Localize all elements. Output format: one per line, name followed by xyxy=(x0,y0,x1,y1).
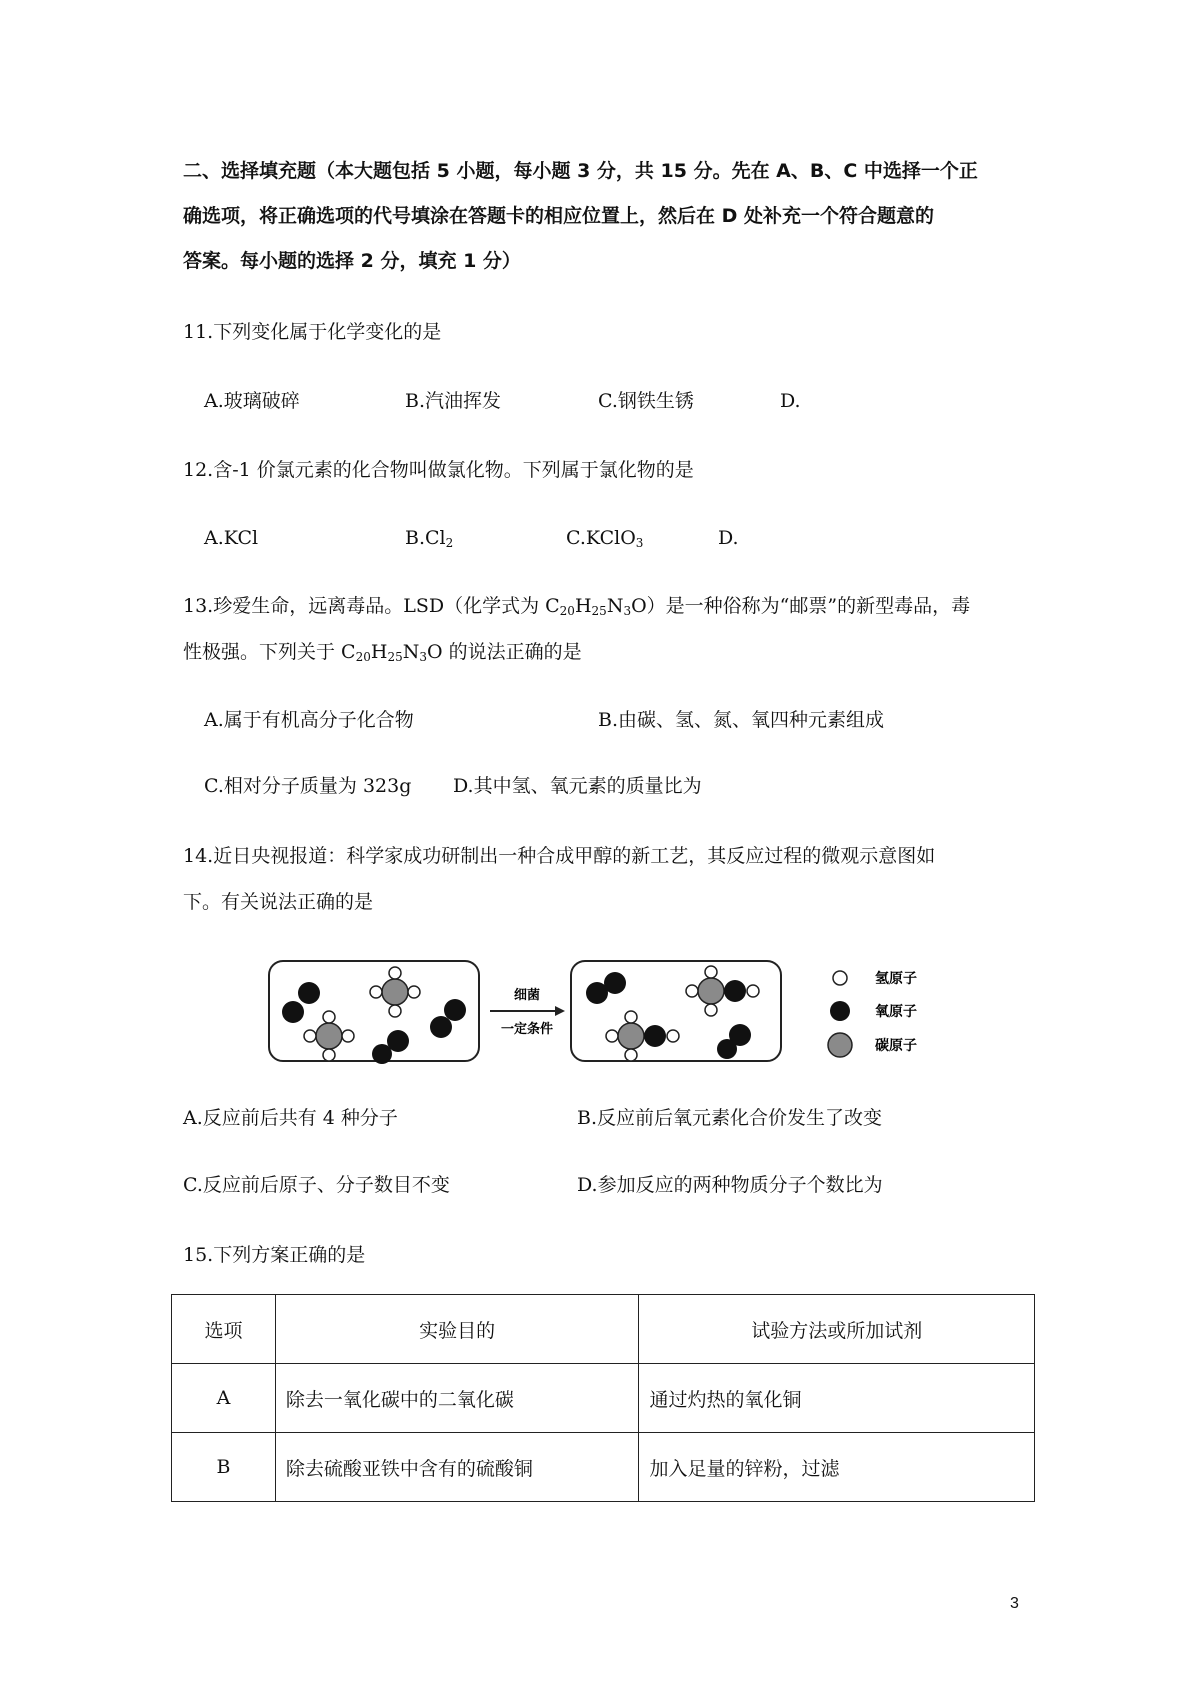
hydrogen-atom xyxy=(323,1011,335,1023)
table-header-purpose: 实验目的 xyxy=(275,1295,639,1364)
arrow-condition-top: 细菌 xyxy=(513,988,541,1003)
table-row xyxy=(172,1433,1035,1502)
legend-hydrogen-label: 氢原子 xyxy=(875,971,917,987)
q11-option-d: D. xyxy=(780,390,801,412)
q14-option-d: D.参加反应的两种物质分子个数比为 xyxy=(577,1174,883,1196)
hydrogen-atom xyxy=(304,1030,316,1042)
question-11-stem: 11.下列变化属于化学变化的是 xyxy=(183,321,442,343)
legend-oxygen-icon xyxy=(830,1001,850,1021)
carbon-atom xyxy=(316,1023,342,1049)
hydrogen-atom xyxy=(705,1004,717,1016)
section-heading-line-2: 确选项，将正确选项的代号填涂在答题卡的相应位置上，然后在 D 处补充一个符合题意的 xyxy=(183,205,935,227)
carbon-atom xyxy=(618,1023,644,1049)
reaction-micro-diagram xyxy=(265,955,950,1070)
q12-option-d: D. xyxy=(718,527,739,549)
table-cell-method: 加入足量的锌粉，过滤 xyxy=(639,1433,1035,1502)
carbon-atom xyxy=(382,979,408,1005)
table-header-option: 选项 xyxy=(172,1295,276,1364)
hydrogen-atom xyxy=(323,1049,335,1061)
section-heading-line-3: 答案。每小题的选择 2 分，填充 1 分） xyxy=(183,250,521,272)
q13-option-b: B.由碳、氢、氮、氧四种元素组成 xyxy=(598,709,885,731)
hydrogen-atom xyxy=(667,1030,679,1042)
legend-carbon-icon xyxy=(828,1033,852,1057)
question-14-stem-line-1: 14.近日央视报道：科学家成功研制出一种合成甲醇的新工艺，其反应过程的微观示意图如 xyxy=(183,845,936,867)
q12-option-a: A.KCl xyxy=(204,527,259,549)
hydrogen-atom xyxy=(625,1049,637,1061)
q14-option-c: C.反应前后原子、分子数目不变 xyxy=(183,1174,450,1196)
experiment-table xyxy=(171,1294,1035,1502)
hydrogen-atom xyxy=(342,1030,354,1042)
legend-hydrogen-icon xyxy=(833,971,847,985)
question-13-stem-line-2: 性极强。下列关于 $C_{20}H_{25}N_3O$ 的说法正确的是 xyxy=(183,641,582,664)
hydrogen-atom xyxy=(370,986,382,998)
q13-option-c: C.相对分子质量为 323g xyxy=(204,775,412,797)
oxygen-atom xyxy=(717,1039,737,1059)
hydrogen-atom xyxy=(389,967,401,979)
legend-carbon-label: 碳原子 xyxy=(875,1038,917,1054)
q12-option-b: $B.Cl_2$ xyxy=(405,527,454,550)
oxygen-atom xyxy=(444,999,466,1021)
section-heading-line-1: 二、选择填充题（本大题包括 5 小题，每小题 3 分，共 15 分。先在 A、B、C 中选择一个正 xyxy=(183,160,978,182)
oxygen-atom xyxy=(282,1001,304,1023)
hydrogen-atom xyxy=(408,986,420,998)
products-box xyxy=(571,961,781,1061)
reaction-arrowhead xyxy=(555,1006,565,1016)
q12-option-c: C.KClO$_3$ xyxy=(566,527,644,550)
q13-option-a: A.属于有机高分子化合物 xyxy=(204,709,414,731)
hydrogen-atom xyxy=(606,1030,618,1042)
hydrogen-atom xyxy=(686,985,698,997)
q14-option-a: A.反应前后共有 4 种分子 xyxy=(183,1107,398,1129)
table-header-method: 试验方法或所加试剂 xyxy=(639,1295,1035,1364)
table-cell-method: 通过灼热的氧化铜 xyxy=(639,1364,1035,1433)
q11-option-a: A.玻璃破碎 xyxy=(204,390,300,412)
hydrogen-atom xyxy=(389,1005,401,1017)
carbon-atom xyxy=(698,978,724,1004)
oxygen-atom xyxy=(298,982,320,1004)
legend-oxygen-label: 氧原子 xyxy=(875,1004,917,1020)
table-cell-option: A xyxy=(172,1364,276,1433)
oxygen-atom xyxy=(644,1025,666,1047)
hydrogen-atom xyxy=(705,966,717,978)
oxygen-atom xyxy=(430,1016,452,1038)
question-15-stem: 15.下列方案正确的是 xyxy=(183,1244,366,1266)
page-number: 3 xyxy=(1010,1595,1019,1612)
oxygen-atom xyxy=(604,972,626,994)
hydrogen-atom xyxy=(625,1011,637,1023)
table-cell-purpose: 除去一氧化碳中的二氧化碳 xyxy=(275,1364,639,1433)
q14-option-b: B.反应前后氧元素化合价发生了改变 xyxy=(577,1107,883,1129)
q11-option-b: B.汽油挥发 xyxy=(405,390,502,412)
reactant-molecules xyxy=(282,967,466,1064)
question-14-stem-line-2: 下。有关说法正确的是 xyxy=(183,891,374,913)
question-12-stem: 12.含-1 价氯元素的化合物叫做氯化物。下列属于氯化物的是 xyxy=(183,459,694,481)
question-13-stem-line-1: 13.珍爱生命，远离毒品。LSD（化学式为 $C_{20}H_{25}N_3O$）是一种俗称为“邮票”的新型毒品，毒 xyxy=(183,595,971,618)
q11-option-c: C.钢铁生锈 xyxy=(598,390,694,412)
table-row xyxy=(172,1364,1035,1433)
hydrogen-atom xyxy=(747,985,759,997)
product-molecules xyxy=(586,966,759,1061)
oxygen-atom xyxy=(372,1044,392,1064)
q13-option-d: D.其中氢、氧元素的质量比为 xyxy=(453,775,702,797)
table-header-row xyxy=(172,1295,1035,1364)
arrow-condition-bottom: 一定条件 xyxy=(500,1022,554,1037)
table-cell-purpose: 除去硫酸亚铁中含有的硫酸铜 xyxy=(275,1433,639,1502)
table-cell-option: B xyxy=(172,1433,276,1502)
diagram-legend xyxy=(828,970,917,1057)
oxygen-atom xyxy=(724,980,746,1002)
